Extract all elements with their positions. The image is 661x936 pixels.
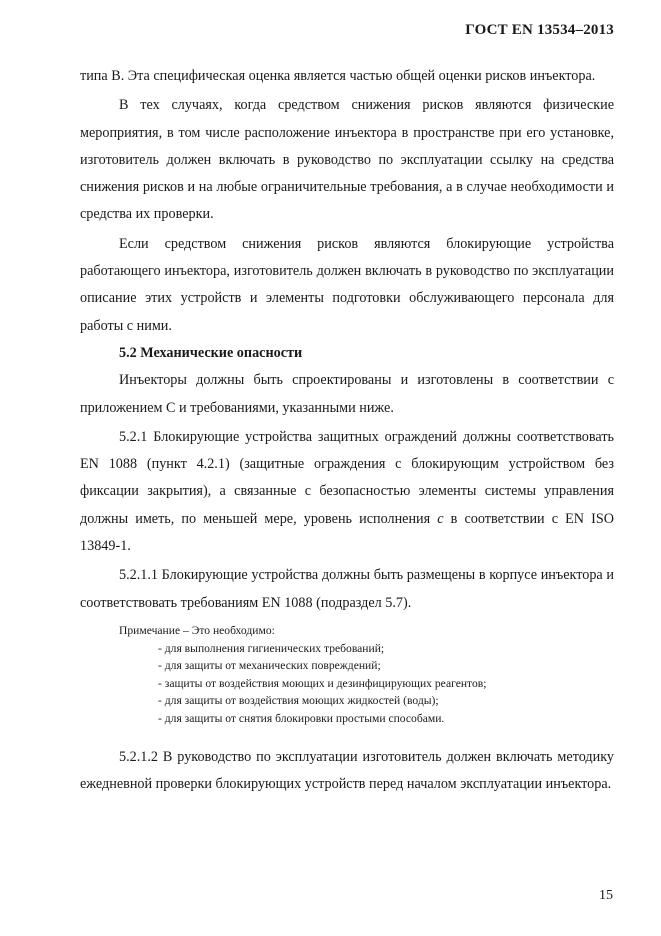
note-item: - для защиты от снятия блокировки простыми способами. xyxy=(158,711,445,725)
paragraph-interlocking-devices: Если средством снижения рисков являются блокирующие устройства работающего инъектора, изготовитель должен включать в руководство по эксплуатации описание этих устройств и элементы подготовки обслуживающего персонала для работы с ними. xyxy=(80,235,614,334)
page-number: 15 xyxy=(599,888,613,903)
note-title: Примечание – Это необходимо: xyxy=(119,623,275,637)
note-list xyxy=(119,640,614,728)
note-item: - для защиты от воздействия моющих жидкостей (воды); xyxy=(158,694,439,708)
note-item: - для выполнения гигиенических требований; xyxy=(158,641,385,655)
performance-level-letter: c xyxy=(437,510,444,527)
note-item: - для защиты от механических повреждений; xyxy=(158,659,381,673)
paragraph-5-2-1-2: 5.2.1.2 В руководство по эксплуатации изготовитель должен включать методику ежедневной проверки блокирующих устройств перед началом эксплуатации инъектора. xyxy=(80,748,614,792)
paragraph-5-2-1-1: 5.2.1.1 Блокирующие устройства должны быть размещены в корпусе инъектора и соответствовать требованиям EN 1088 (подраздел 5.7). xyxy=(80,567,614,611)
paragraph-continuation: типа В. Эта специфическая оценка является частью общей оценки рисков инъектора. xyxy=(80,68,596,84)
note-block xyxy=(80,622,614,728)
document-body xyxy=(80,63,614,798)
paragraph-injectors-design: Инъекторы должны быть спроектированы и изготовлены в соответствии с приложением С и требованиями, указанными ниже. xyxy=(80,372,614,416)
paragraph-5-2-1-tail: в соответствии с EN ISO 13849-1. xyxy=(80,510,614,555)
paragraph-physical-measures: В тех случаях, когда средством снижения рисков являются физические мероприятия, в том числе расположение инъектора в пространстве при его установке, изготовитель должен включать в руководство по эксплуатации ссылку на средства снижения рисков и на любые ограничительные требования, а в случае необходимости и средства их проверки. xyxy=(80,97,614,223)
section-heading-5-2: 5.2 Механические опасности xyxy=(119,344,303,361)
paragraph-5-2-1 xyxy=(80,424,614,560)
note-item: - защиты от воздействия моющих и дезинфицирующих реагентов; xyxy=(158,676,487,690)
paragraph-5-2-1-text: 5.2.1 Блокирующие устройства защитных ограждений должны соответствовать EN 1088 (пункт 4.2.1) (защитные ограждения с блокирующим устройством без фиксации закрытия), а связанные с безопасностью элементы системы управления должны иметь, по меньшей мере, уровень исполнения xyxy=(80,428,614,527)
document-header-title: ГОСТ EN 13534–2013 xyxy=(465,22,614,38)
